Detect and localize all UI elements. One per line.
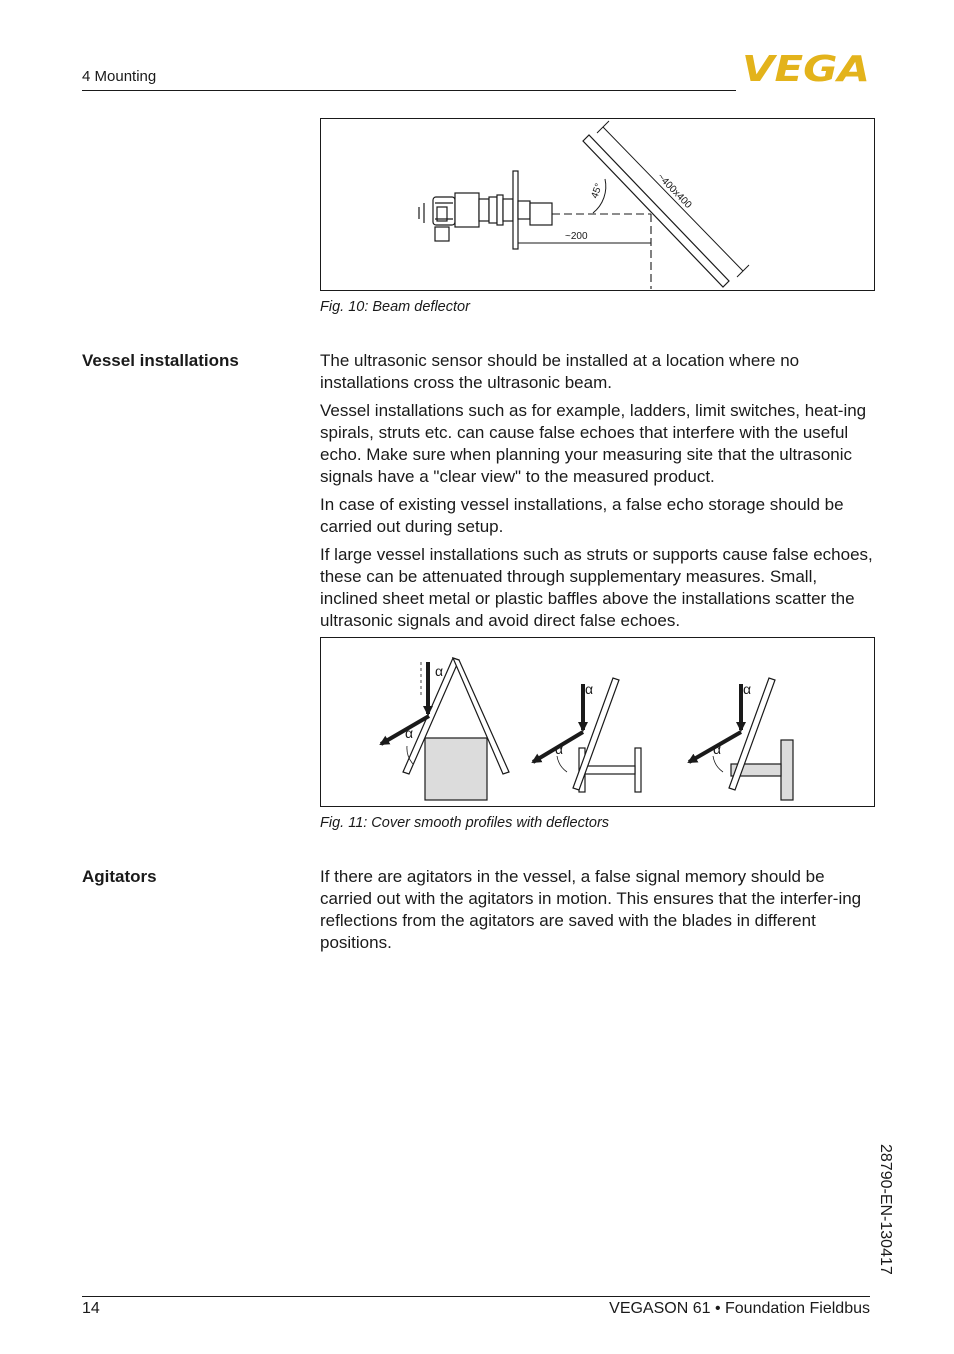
angle-symbol: α — [585, 681, 594, 697]
figure-11-caption: Fig. 11: Cover smooth profiles with deflectors — [320, 815, 610, 831]
figure-beam-deflector — [320, 118, 875, 291]
product-name: VEGASON 61 • Foundation Fieldbus — [609, 1300, 870, 1317]
logo-text: VEGA — [742, 50, 870, 86]
page-number: 14 — [82, 1300, 100, 1317]
figure-10-caption: Fig. 10: Beam deflector — [320, 299, 470, 315]
vega-logo — [742, 50, 872, 91]
footer-divider — [82, 1296, 870, 1297]
paragraph: The ultrasonic sensor should be installed at a location where no installations cross the ultrasonic beam. — [320, 351, 800, 392]
angle-symbol: α — [405, 725, 414, 741]
document-id: 28790-EN-130417 — [877, 1144, 894, 1275]
angle-symbol: α — [713, 741, 722, 757]
t-beam-profile — [689, 678, 793, 800]
roof-profile — [381, 658, 509, 800]
vessel-installations-text — [320, 350, 876, 638]
angle-symbol: α — [435, 663, 444, 679]
size-label: ~400x400 — [654, 171, 694, 211]
paragraph: In case of existing vessel installations, a false echo storage should be carried out during setup. — [320, 495, 844, 536]
vessel-installations-heading: Vessel installations — [82, 351, 239, 370]
distance-label: ~200 — [565, 231, 588, 242]
paragraph: If large vessel installations such as struts or supports cause false echoes, these can be attenuated through supplementary measures. Small, inclined sheet metal or plastic baffles above the installations scatter the ultrasonic signals and avoid direct false echoes. — [320, 545, 873, 630]
sensor-drawing — [419, 171, 552, 249]
paragraph: Vessel installations such as for example, ladders, limit switches, heat-ing spirals, struts etc. can cause false echoes that interfere with the useful echo. Make sure when planning your measuring site that the ultrasonic signals have a "clear view" to the measured product. — [320, 401, 867, 486]
paragraph: If there are agitators in the vessel, a false signal memory should be carried out with the agitators in motion. This ensures that the interfer-ing reflections from the agitators are saved with the blades in different positions. — [320, 867, 862, 952]
figure-cover-profiles — [320, 637, 875, 807]
section-title: 4 Mounting — [82, 68, 157, 85]
header-divider — [82, 90, 736, 91]
angle-symbol: α — [743, 681, 752, 697]
agitators-text — [320, 866, 876, 960]
angle-symbol: α — [555, 741, 564, 757]
angle-label: 45° — [589, 182, 605, 201]
agitators-heading: Agitators — [82, 867, 157, 886]
deflector-plate — [583, 135, 729, 287]
